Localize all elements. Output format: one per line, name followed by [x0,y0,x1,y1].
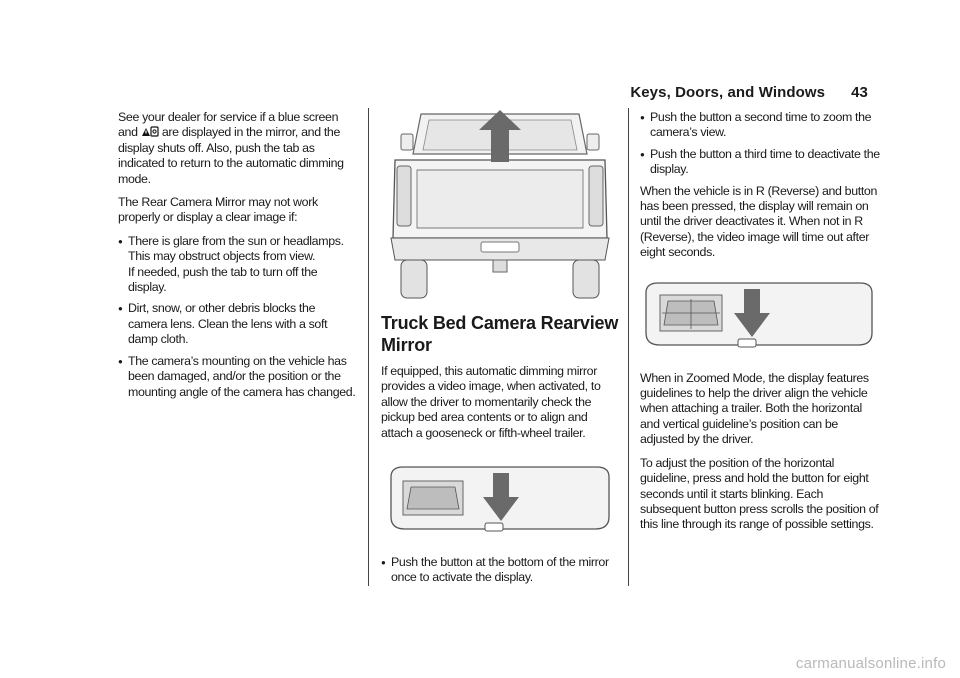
paragraph-may-not-work: The Rear Camera Mirror may not work properly or display a clear image if: [118,195,318,225]
list-item: ● Push the button a third time to deactivate the display. [640,147,880,178]
mirror-button [738,339,756,347]
text-blue-screen-end: are displayed in the mirror, and the display shuts off. Also, push the tab as indicated to return to the automatic dimming mode. [118,125,344,186]
zoom-list [640,110,880,178]
activation-list [381,555,619,586]
list-item: ● The camera’s mounting on the vehicle has been damaged, and/or the position or the mounting angle of the camera has changed. [118,354,356,400]
mirror-illustration [381,463,619,541]
list-item [118,234,356,296]
text-blue-screen-start: See your dealer for service if a blue screen and [118,110,339,140]
column-divider-1 [368,108,369,586]
mirror-zoomed-illustration [640,279,878,357]
page-header [630,84,868,101]
mirror-button [485,523,503,531]
paragraph-zoomed-mode: When in Zoomed Mode, the display features guidelines to help the driver align the vehicle when attaching a trailer. Both the horizontal and vertical guideline’s position can be adjusted by the driver. [640,370,869,447]
column-middle [381,110,619,592]
column-divider-2 [628,108,629,586]
column-right [640,110,880,541]
conditions-list [118,234,356,400]
column-left [118,110,356,406]
list-item: ● Dirt, snow, or other debris blocks the camera lens. Clean the lens with a soft damp cloth. [118,301,356,347]
list-item: ● Push the button a second time to zoom the camera’s view. [640,110,880,141]
truck-rear-illustration [381,110,619,306]
section-heading: Truck Bed Camera Rearview Mirror [381,313,619,355]
paragraph-adjust-guideline: To adjust the position of the horizontal guideline, press and hold the button for eight seconds until it starts blinking. Each subsequent button press scrolls the position of this line through its range of possible settings. [640,455,879,532]
list-item: ● Push the button at the bottom of the mirror once to activate the display. [381,555,619,586]
paragraph-truck-bed-camera: If equipped, this automatic dimming mirror provides a video image, when activated, to allow the driver to momentarily check the pickup bed area contents or to align and attach a gooseneck or fifth-wheel trailer. [381,364,601,440]
section-title: Keys, Doors, and Windows [630,84,826,101]
bullet-text: There is glare from the sun or headlamps. This may obstruct objects from view. [128,233,344,264]
page-number: 43 [851,84,868,101]
bullet-text-extra: If needed, push the tab to turn off the display. [128,264,318,295]
paragraph-blue-screen [118,110,356,187]
camera-warning-icon [141,125,159,137]
paragraph-reverse: When the vehicle is in R (Reverse) and button has been pressed, the display will remain on until the driver deactivates it. When not in R (Reverse), the video image will time out after eight seconds. [640,183,878,260]
watermark: carmanualsonline.info [795,655,946,672]
